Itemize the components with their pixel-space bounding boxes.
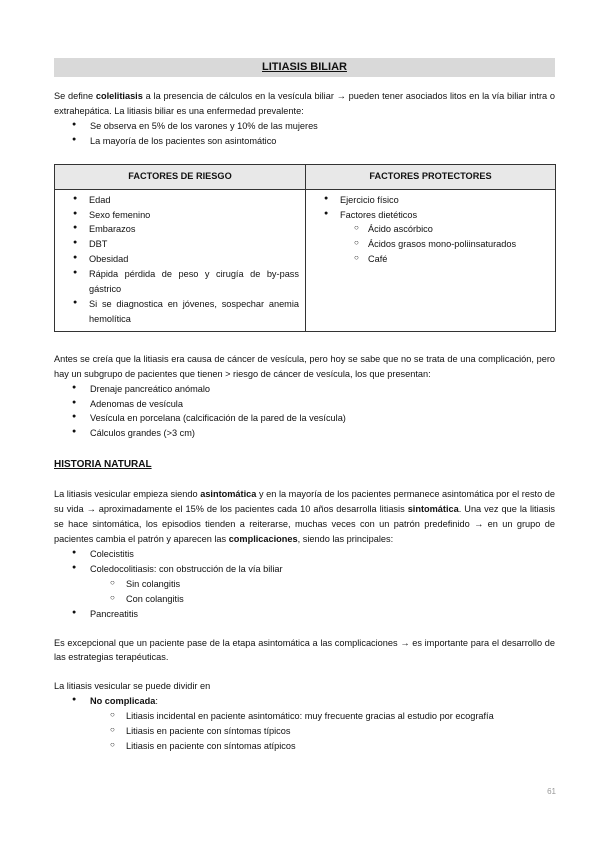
sub-list-item: ○ Litiasis en paciente con síntomas típicos [54, 724, 555, 739]
title-bar [54, 58, 555, 77]
list-item: ● Drenaje pancreático anómalo [54, 382, 555, 397]
factors-table [54, 164, 556, 332]
exceptional-paragraph: Es excepcional que un paciente pase de la etapa asintomática a las complicaciones → es importante para el desarrollo de las estrategias terapéuticas. [54, 637, 555, 663]
page-number: 61 [547, 787, 556, 796]
risk-item: ● Edad [61, 193, 299, 208]
sub-list-item: ○ Con colangitis [54, 592, 555, 607]
term-colelitiasis: colelitiasis [95, 91, 143, 101]
risk-header: FACTORES DE RIESGO [55, 164, 306, 189]
page-content [54, 58, 555, 754]
risk-item: ● Sexo femenino [61, 208, 299, 223]
risk-item: ● Rápida pérdida de peso y cirugía de by-pass gástrico [61, 267, 299, 297]
sub-list-item: ○ Litiasis en paciente con síntomas atípicos [54, 739, 555, 754]
protective-subitem: ○ Café [312, 252, 549, 267]
risk-item: ● DBT [61, 237, 299, 252]
protective-item: ● Factores dietéticos ○ Ácido ascórbico ○ Ácidos grasos mono-poliinsaturados ○ Café [312, 208, 549, 268]
protective-header: FACTORES PROTECTORES [306, 164, 556, 189]
list-item: ● Se observa en 5% de los varones y 10% de las mujeres [54, 119, 555, 134]
list-item: ● Vesícula en porcelana (calcificación de la pared de la vesícula) [54, 411, 555, 426]
risk-cell [55, 189, 306, 331]
section-heading-historia: HISTORIA NATURAL [54, 459, 152, 471]
list-item: ● No complicada: ○ Litiasis incidental en paciente asintomático: muy frecuente gracias al estudio por ecografía ○ Litiasis en paciente con síntomas típicos ○ Litiasis en paciente con síntomas atípicos [54, 694, 555, 754]
sub-list-item: ○ Sin colangitis [54, 577, 555, 592]
list-item: ● Cálculos grandes (>3 cm) [54, 426, 555, 441]
page-title: LITIASIS BILIAR [262, 61, 347, 73]
sub-list-item: ○ Litiasis incidental en paciente asintomático: muy frecuente gracias al estudio por ecografía [54, 709, 555, 724]
division-list [54, 694, 555, 754]
list-item: ● Coledocolitiasis: con obstrucción de la vía biliar ○ Sin colangitis ○ Con colangitis [54, 562, 555, 607]
risk-item: ● Embarazos [61, 222, 299, 237]
risk-item: ● Obesidad [61, 252, 299, 267]
protective-cell [306, 189, 556, 331]
intro-paragraph: Se define colelitiasis a la presencia de cálculos en la vesícula biliar → pueden tener asociados litos en la vía biliar intra o extrahepática. La litiasis biliar es una enfermedad prevalente: [54, 91, 556, 116]
protective-subitem: ○ Ácidos grasos mono-poliinsaturados [312, 237, 549, 252]
list-item: ● La mayoría de los pacientes son asintomático [54, 134, 555, 149]
intro-list [54, 119, 555, 149]
list-item: ● Colecistitis [54, 547, 555, 562]
cancer-list [54, 382, 555, 442]
protective-item: ● Ejercicio físico [312, 193, 549, 208]
natural-history-paragraph: La litiasis vesicular empieza siendo asintomática y en la mayoría de los pacientes permanece asintomática por el resto de su vida → aproximadamente el 15% de los pacientes cada 10 años desarrolla litiasis sintomática. Una vez que la litiasis se hace sintomática, los episodios tienden a reiterarse, muchas veces con un patrón predefinido → en un grupo de pacientes cambia el patrón y aparecen las complicaciones, siendo las principales: [54, 489, 555, 545]
protective-subitem: ○ Ácido ascórbico [312, 222, 549, 237]
list-item: ● Adenomas de vesícula [54, 397, 555, 412]
cancer-paragraph: Antes se creía que la litiasis era causa de cáncer de vesícula, pero hoy se sabe que no se trata de una complicación, pero hay un subgrupo de pacientes que tienen > riesgo de cáncer de vesícula, los que presentan: [54, 353, 555, 379]
risk-item: ● Si se diagnostica en jóvenes, sospechar anemia hemolítica [61, 297, 299, 327]
division-intro: La litiasis vesicular se puede dividir en [54, 681, 211, 692]
list-item: ● Pancreatitis [54, 607, 555, 622]
complications-list [54, 547, 555, 622]
